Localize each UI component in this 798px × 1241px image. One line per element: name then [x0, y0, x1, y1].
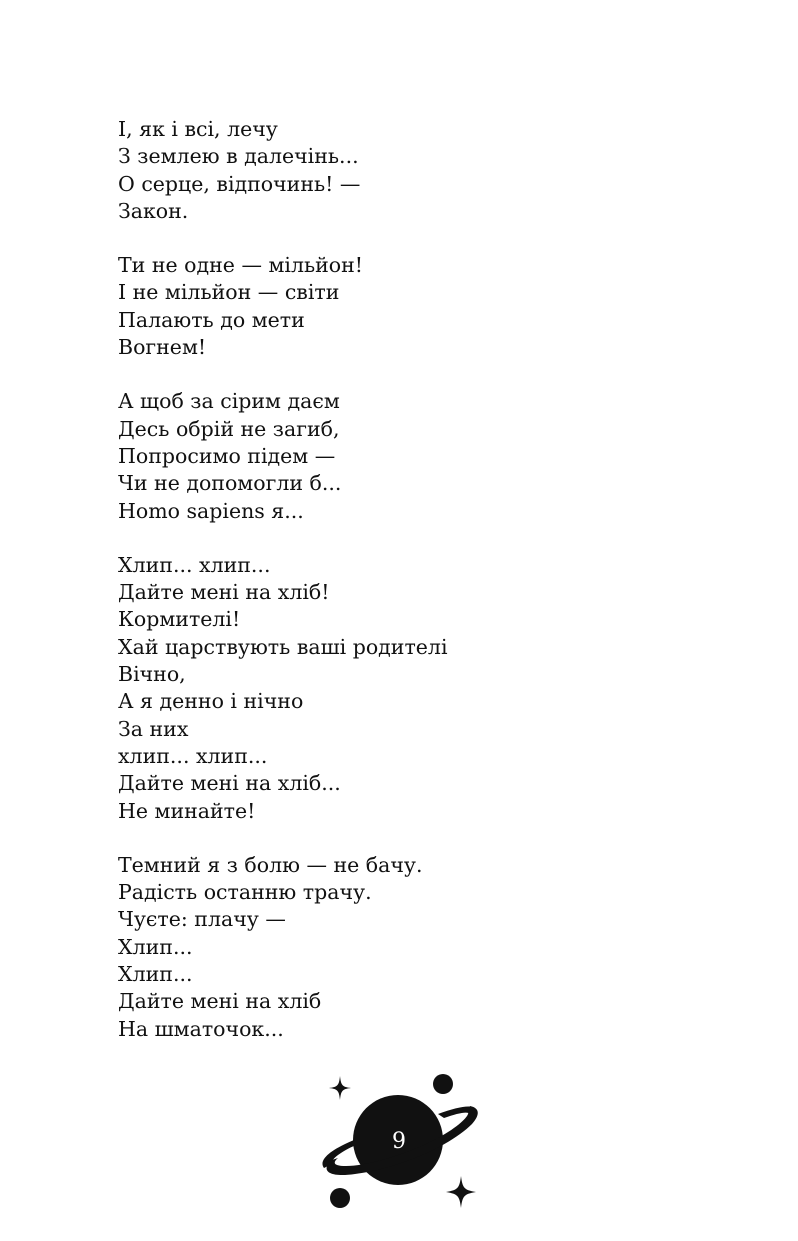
- page-number: 9: [392, 1129, 406, 1154]
- poem-line: Вічно,: [118, 662, 186, 687]
- stanza-2: [118, 252, 738, 361]
- poem-line: Чи не допомогли б...: [118, 471, 342, 496]
- poem: [118, 116, 738, 1070]
- poem-line: Дайте мені на хліб...: [118, 771, 341, 796]
- poem-line: З землею в далечінь...: [118, 144, 359, 169]
- poem-line: Попросимо підем —: [118, 443, 336, 468]
- poem-line: І, як і всі, лечу: [118, 117, 278, 141]
- poem-line: Хлип...: [118, 962, 193, 987]
- stanza-4: [118, 552, 738, 825]
- poem-line: Темний я з болю — не бачу.: [118, 852, 423, 877]
- poem-line: Десь обрій не загиб,: [118, 416, 340, 441]
- poem-line: Кормителі!: [118, 607, 241, 632]
- poem-line: Дайте мені на хліб!: [118, 580, 330, 605]
- poem-line: Homo sapiens я...: [118, 498, 304, 523]
- poem-line: На шматочок...: [118, 1016, 284, 1041]
- poem-line: А я денно і нічно: [118, 689, 304, 714]
- poem-line: Палають до мети: [118, 307, 305, 332]
- poem-line: Дайте мені на хліб: [118, 989, 322, 1014]
- poem-line: Хай царствують ваші родителі: [118, 634, 448, 659]
- poem-line: Ти не одне — мільйон!: [118, 253, 364, 278]
- poem-line: Не минайте!: [118, 798, 256, 823]
- poem-line: Закон.: [118, 198, 189, 223]
- poem-line: Хлип... хлип...: [118, 552, 271, 577]
- poem-line: хлип... хлип...: [118, 743, 268, 768]
- poem-line: Радість останню трачу.: [118, 880, 372, 905]
- poem-line: О серце, відпочинь! —: [118, 171, 361, 196]
- poem-line: А щоб за сірим даєм: [118, 389, 340, 414]
- poem-line: Хлип...: [118, 934, 193, 959]
- poem-line: Вогнем!: [118, 335, 207, 360]
- poem-line: І не мільйон — світи: [118, 280, 340, 305]
- poem-line: За них: [118, 716, 189, 741]
- poem-line: Чуєте: плачу —: [118, 907, 286, 932]
- stanza-5: [118, 852, 738, 1043]
- stanza-1: [118, 116, 738, 225]
- stanza-3: [118, 388, 738, 524]
